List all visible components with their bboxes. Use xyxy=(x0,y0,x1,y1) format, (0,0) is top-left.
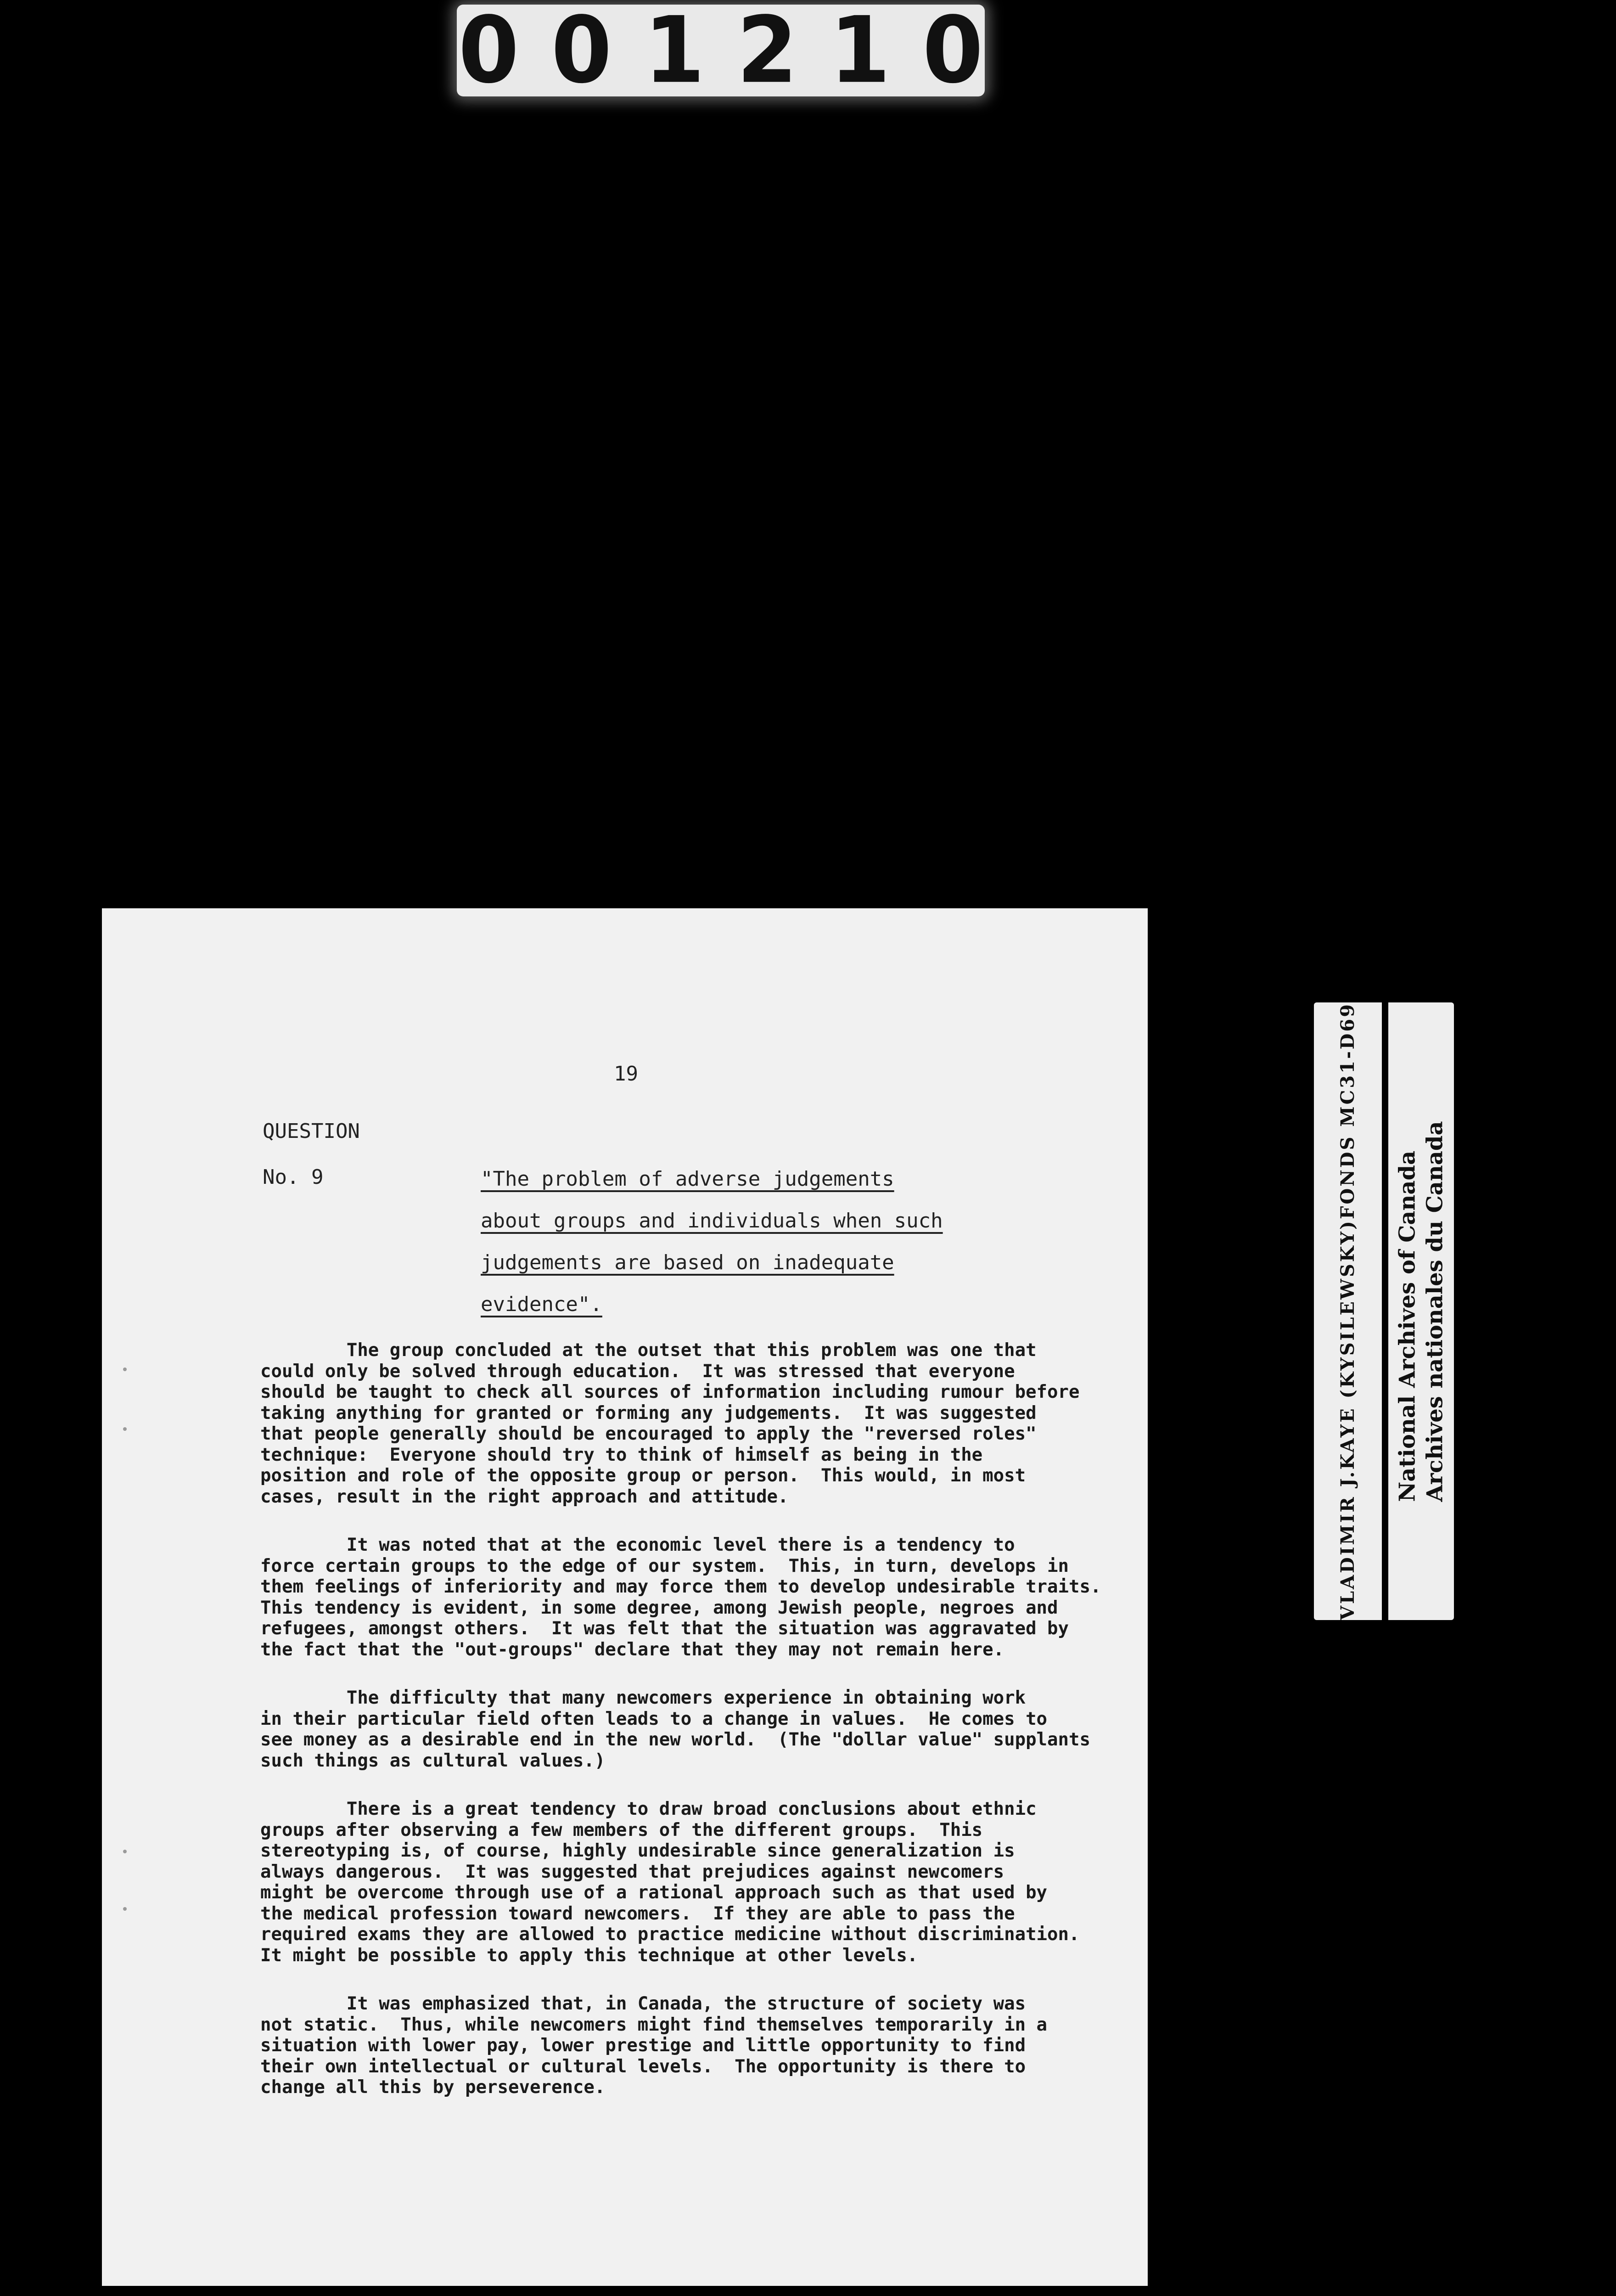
fonds-label xyxy=(1314,1002,1382,1620)
title-line: evidence". xyxy=(481,1293,602,1316)
paragraph: It was emphasized that, in Canada, the structure of society was not static. Thus, while newcomers might find themselves temporarily in a situation with lower pay, lower prestige and little opportunity to find their own intellectual or cultural levels. The opportunity is there to change all this by perseverence. xyxy=(260,1993,1048,2098)
scan-speck xyxy=(123,1850,127,1853)
fonds-text: VLADIMIR J.KAYE (KYSILEWSKY)FONDS MC31-D69 xyxy=(1337,1002,1359,1621)
frame-counter xyxy=(457,0,1016,104)
archives-english: National Archives of Canada xyxy=(1394,1150,1420,1502)
question-title xyxy=(481,1167,943,1335)
paragraph: The group concluded at the outset that this problem was one that could only be solved through education. It was stressed that everyone should be taught to check all sources of information including rumour before taking anything for granted or forming any judgements. It was suggested that people generally should be encouraged to apply the "reversed roles" technique: Everyone should try to think of himself as being in the position and role of the opposite group or person. This would, in most cases, result in the right approach and attitude. xyxy=(260,1340,1080,1507)
label-divider xyxy=(1382,1002,1388,1620)
title-line: judgements are based on inadequate xyxy=(481,1251,894,1274)
paragraph: There is a great tendency to draw broad conclusions about ethnic groups after observing a few members of the different groups. This stereotyping is, of course, highly undesirable since generalization is always dangerous. It was suggested that prejudices against newcomers might be overcome through use of a rational approach such as that used by the medical profession toward newcomers. If they are able to pass the required exams they are allowed to practice medicine without discrimination. It might be possible to apply this technique at other levels. xyxy=(260,1799,1080,1966)
question-label: QUESTION xyxy=(263,1120,360,1143)
title-line: "The problem of adverse judgements xyxy=(481,1167,894,1191)
title-line: about groups and individuals when such xyxy=(481,1209,943,1232)
scan-speck xyxy=(123,1427,127,1431)
archives-french: Archives nationales du Canada xyxy=(1422,1120,1448,1502)
archives-label xyxy=(1388,1002,1454,1620)
document-page xyxy=(102,908,1148,2286)
scan-speck xyxy=(123,1367,127,1371)
body-text xyxy=(260,1340,1123,2126)
paragraph: It was noted that at the economic level there is a tendency to force certain groups to the edge of our system. This, in turn, develops in them feelings of inferiority and may force them to develop undesirable traits. This tendency is evident, in some degree, among Jewish people, negroes and refugees, amongst others. It was felt that the situation was aggravated by the fact that the "out-groups" declare that they may not remain here. xyxy=(260,1535,1101,1660)
question-number: No. 9 xyxy=(263,1165,324,1189)
page-number: 19 xyxy=(614,1062,638,1086)
frame-number: 001210 xyxy=(458,0,1016,104)
paragraph: The difficulty that many newcomers experience in obtaining work in their particular field often leads to a change in values. He comes to see money as a desirable end in the new world. (The "dollar value" supplants such things as cultural values.) xyxy=(260,1688,1090,1771)
archives-text xyxy=(1394,1121,1449,1502)
scan-speck xyxy=(123,1907,127,1911)
archive-label xyxy=(1314,1002,1454,1620)
